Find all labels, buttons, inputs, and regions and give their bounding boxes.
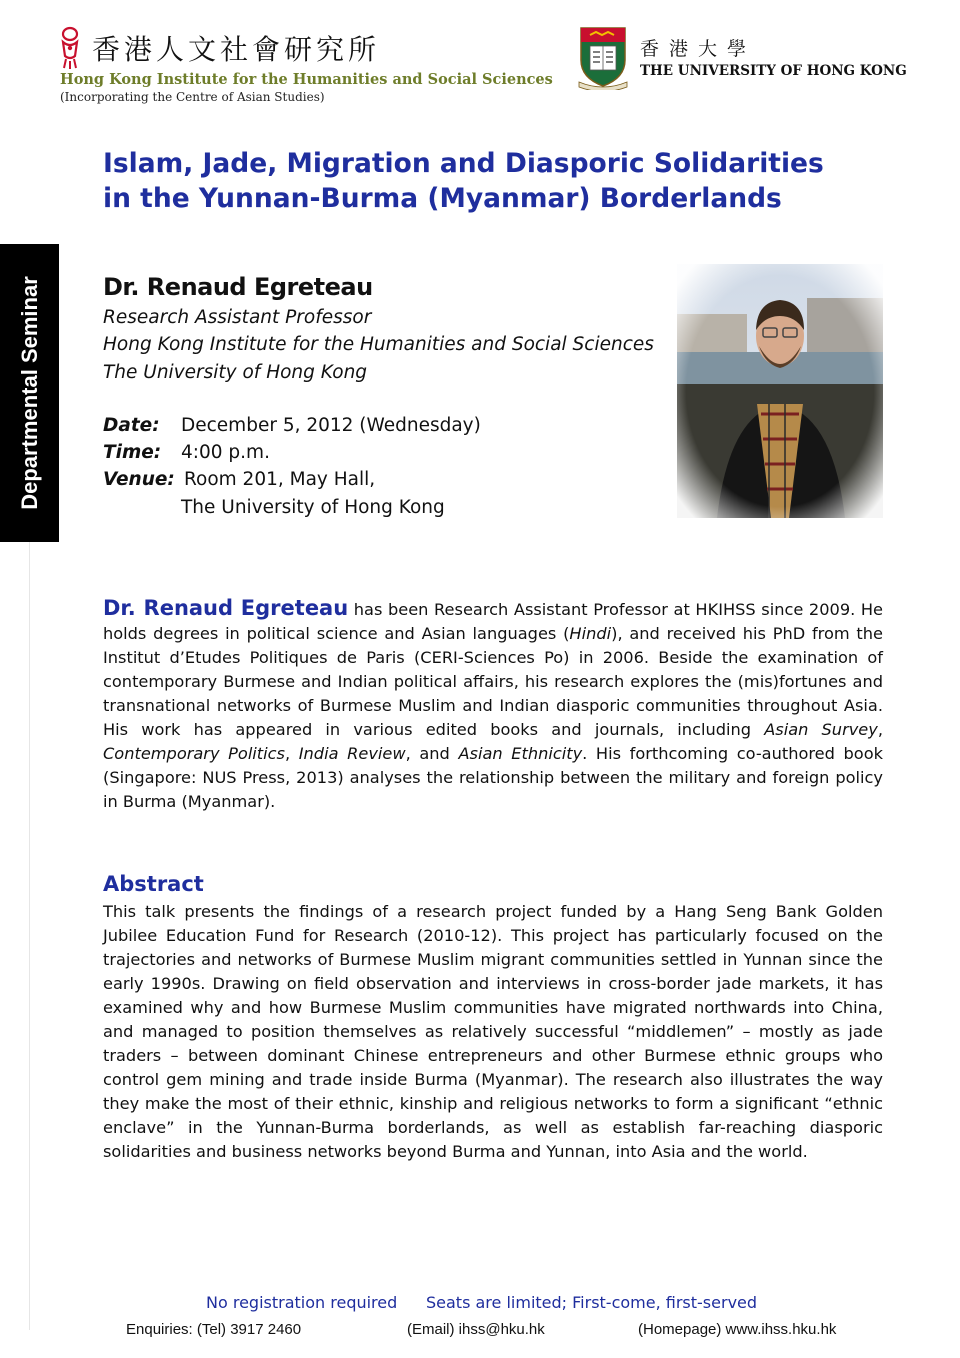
- enquiry-phone: Enquiries: (Tel) 3917 2460: [126, 1321, 302, 1338]
- bio-text: ,: [877, 720, 883, 739]
- speaker-university: The University of Hong Kong: [103, 362, 368, 383]
- speaker-position: Research Assistant Professor: [103, 307, 372, 328]
- seating-note: Seats are limited; First-come, first-served: [426, 1293, 758, 1312]
- hku-chinese-name: 香港大學: [640, 38, 757, 60]
- speaker-bio: [103, 596, 883, 814]
- seminar-title-line2: in the Yunnan-Burma (Myanmar) Borderlands: [103, 183, 782, 214]
- bio-text: ), and received his PhD from the Institut d’Etudes Politiques de Paris (CERI-Sciences Po) in 2006. Beside the examination of contemporary Burmese and Indian political affairs, his research explores the (mis)fortunes and transnational networks of Burmese Muslim and Indian diasporic communities throughout Asia. His work has appeared in various edited books and journals, including: [103, 624, 883, 739]
- seminar-title: [103, 146, 903, 216]
- date-label: Date:: [103, 415, 160, 436]
- enquiry-email: (Email) ihss@hku.hk: [407, 1321, 545, 1338]
- venue-value-line1: Room 201, May Hall,: [184, 469, 376, 490]
- venue-label: Venue:: [103, 469, 175, 490]
- date-value: December 5, 2012 (Wednesday): [181, 415, 481, 436]
- bio-journal-title: Asian Survey: [764, 720, 878, 739]
- enquiry-homepage: (Homepage) www.ihss.hku.hk: [638, 1321, 837, 1338]
- ihss-seal-logo: [58, 26, 82, 70]
- time-value: 4:00 p.m.: [181, 442, 270, 463]
- ihss-chinese-name: 香港人文社會研究所: [92, 33, 381, 66]
- abstract-heading: Abstract: [103, 872, 204, 896]
- hku-crest-logo: [576, 26, 630, 90]
- bio-text: , and: [405, 744, 459, 763]
- ihss-english-name: Hong Kong Institute for the Humanities and Social Sciences: [60, 71, 553, 88]
- bio-text: . His forthcoming co-authored book (Singapore: NUS Press, 2013) analyses the relationship between the military and foreign policy in Burma (Myanmar).: [103, 744, 883, 811]
- bio-journal-title: India Review: [298, 744, 406, 763]
- speaker-name: Dr. Renaud Egreteau: [103, 273, 373, 301]
- bio-text: ,: [285, 744, 299, 763]
- speaker-institute: Hong Kong Institute for the Humanities and Social Sciences: [103, 334, 654, 355]
- bio-journal-title: Contemporary Politics: [103, 744, 285, 763]
- bio-italic-term: Hindi: [569, 624, 612, 643]
- bio-speaker-name: Dr. Renaud Egreteau: [103, 596, 349, 620]
- side-tab: [0, 244, 59, 542]
- bio-text: has been Research Assistant Professor at HKIHSS since 2009. He holds degrees in political science and Asian languages (: [103, 600, 883, 643]
- registration-note: No registration required: [206, 1293, 398, 1312]
- hku-english-name: THE UNIVERSITY OF HONG KONG: [640, 63, 907, 79]
- side-divider-line: [29, 542, 30, 1330]
- speaker-photo: [677, 264, 883, 518]
- ihss-subtitle: (Incorporating the Centre of Asian Studies): [60, 90, 325, 104]
- abstract-text: This talk presents the findings of a research project funded by a Hang Seng Bank Golden Jubilee Education Fund for Research (2010-12). This project has particularly focused on the trajectories and networks of Burmese Muslim migrant communities settled in Yunnan since the early 1990s. Drawing on field observation and interviews in cross-border jade markets, it has examined why and how Burmese Muslim communities have migrated northwards into China, and managed to position themselves as relatively successful “middlemen” – mostly as jade traders – between dominant Chinese entrepreneurs and other Burmese ethnic groups who control gem mining and trade inside Burma (Myanmar). The research also illustrates the way they make the most of their ethnic, kinship and religious networks to form a significant “ethnic enclave” in the Yunnan-Burma borderlands, as well as establish far-reaching diasporic solidarities and business networks beyond Burma and Yunnan, into Asia and the world.: [103, 902, 883, 1161]
- bio-journal-title: Asian Ethnicity: [458, 744, 583, 763]
- seminar-title-line1: Islam, Jade, Migration and Diasporic Solidarities: [103, 148, 824, 179]
- time-label: Time:: [103, 442, 162, 463]
- venue-value-line2: The University of Hong Kong: [181, 497, 445, 518]
- side-tab-label: Departmental Seminar: [16, 276, 42, 510]
